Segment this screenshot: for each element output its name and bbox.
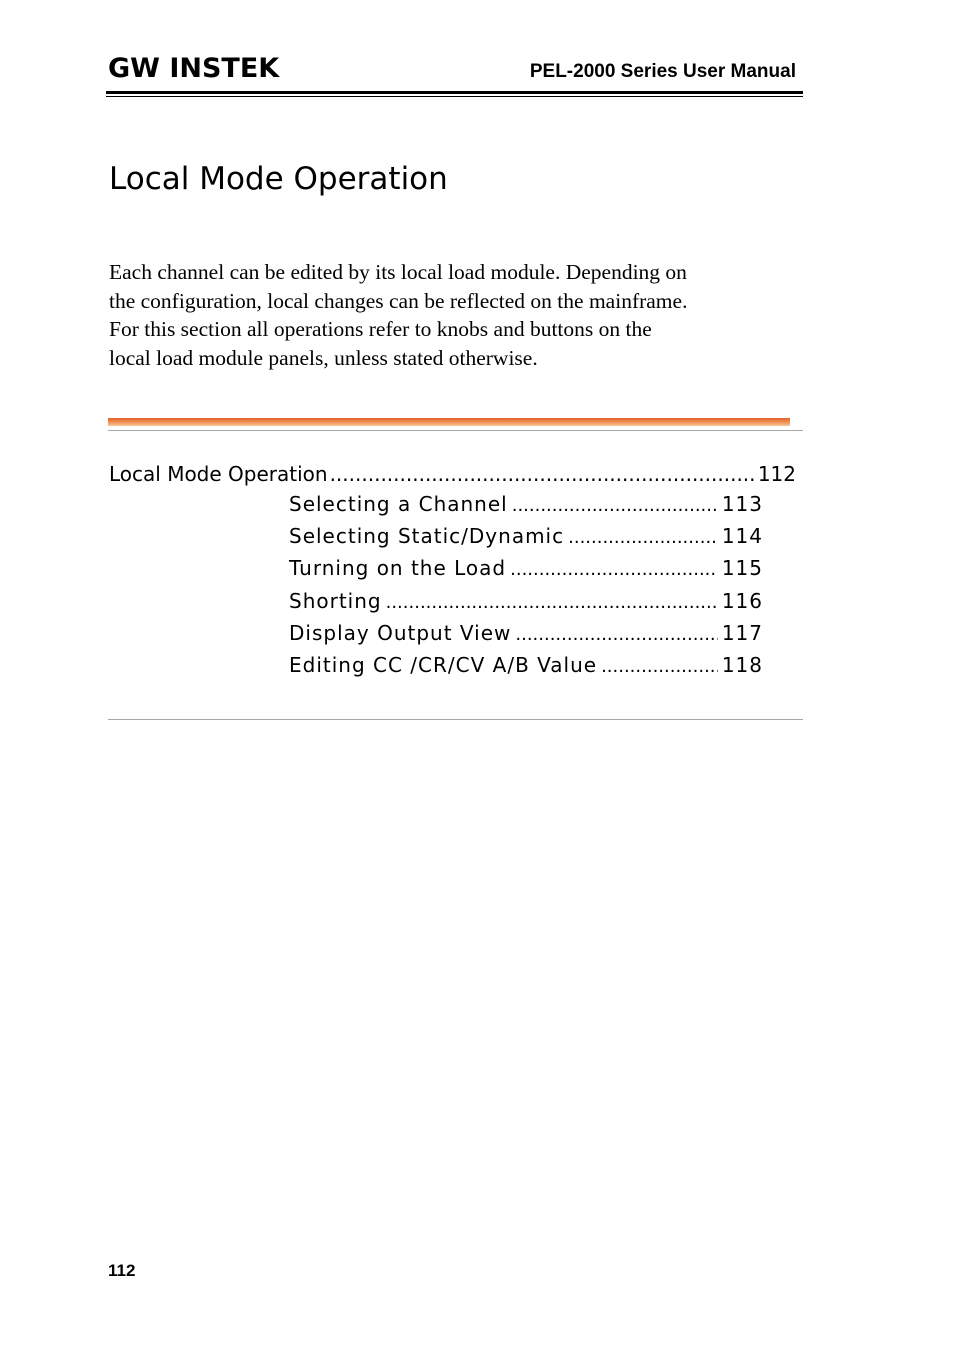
intro-line: For this section all operations refer to knobs and buttons on the: [109, 317, 652, 341]
toc-entry-page: 115: [721, 556, 763, 580]
intro-line: the configuration, local changes can be reflected on the mainframe.: [109, 288, 688, 313]
toc-entry[interactable]: [289, 650, 763, 682]
page-title: Local Mode Operation: [109, 160, 448, 197]
toc-entry[interactable]: [289, 489, 763, 521]
intro-line: local load module panels, unless stated otherwise.: [109, 345, 538, 370]
toc-dot-leader: [512, 491, 718, 521]
toc-entry-label: Selecting Static/Dynamic: [289, 524, 565, 548]
toc-main-page: 112: [757, 462, 796, 486]
toc-entry[interactable]: [289, 521, 763, 553]
toc-top-divider: [108, 430, 803, 431]
header-rule-thick: [106, 91, 803, 94]
toc-main-label: Local Mode Operation: [109, 462, 328, 486]
accent-bar: [108, 418, 790, 426]
toc-bottom-divider: [108, 719, 803, 720]
intro-paragraph: [109, 258, 799, 372]
toc-dot-leader: [515, 620, 717, 650]
toc-entry-label: Selecting a Channel: [289, 492, 508, 516]
toc-entry[interactable]: [289, 553, 763, 585]
toc-entry-label: Editing CC /CR/CV A/B Value: [289, 653, 598, 677]
toc-entry[interactable]: [289, 586, 763, 618]
manual-title: PEL-2000 Series User Manual: [529, 61, 796, 82]
toc-entry-page: 113: [721, 492, 763, 516]
toc-dot-leader: [601, 652, 718, 682]
toc-entry-page: 118: [721, 653, 763, 677]
page-number: 112: [108, 1261, 136, 1280]
toc-entry-label: Shorting: [289, 589, 382, 613]
toc-dot-leader: [330, 459, 756, 489]
toc-dot-leader: [568, 523, 718, 553]
brand-logo: GW INSTEK: [108, 53, 280, 84]
header-rule-thin: [106, 96, 803, 97]
toc-entry-page: 116: [721, 589, 763, 613]
toc-entry[interactable]: [289, 618, 763, 650]
toc-main-entry[interactable]: [109, 459, 796, 489]
toc-dot-leader: [386, 588, 718, 618]
toc-dot-leader: [510, 555, 718, 585]
intro-line: Each channel can be edited by its local load module. Depending on: [109, 260, 687, 284]
toc-entry-label: Turning on the Load: [289, 556, 507, 580]
toc-entry-label: Display Output View: [289, 621, 512, 645]
toc-entry-page: 114: [721, 524, 763, 548]
toc-entry-page: 117: [721, 621, 763, 645]
